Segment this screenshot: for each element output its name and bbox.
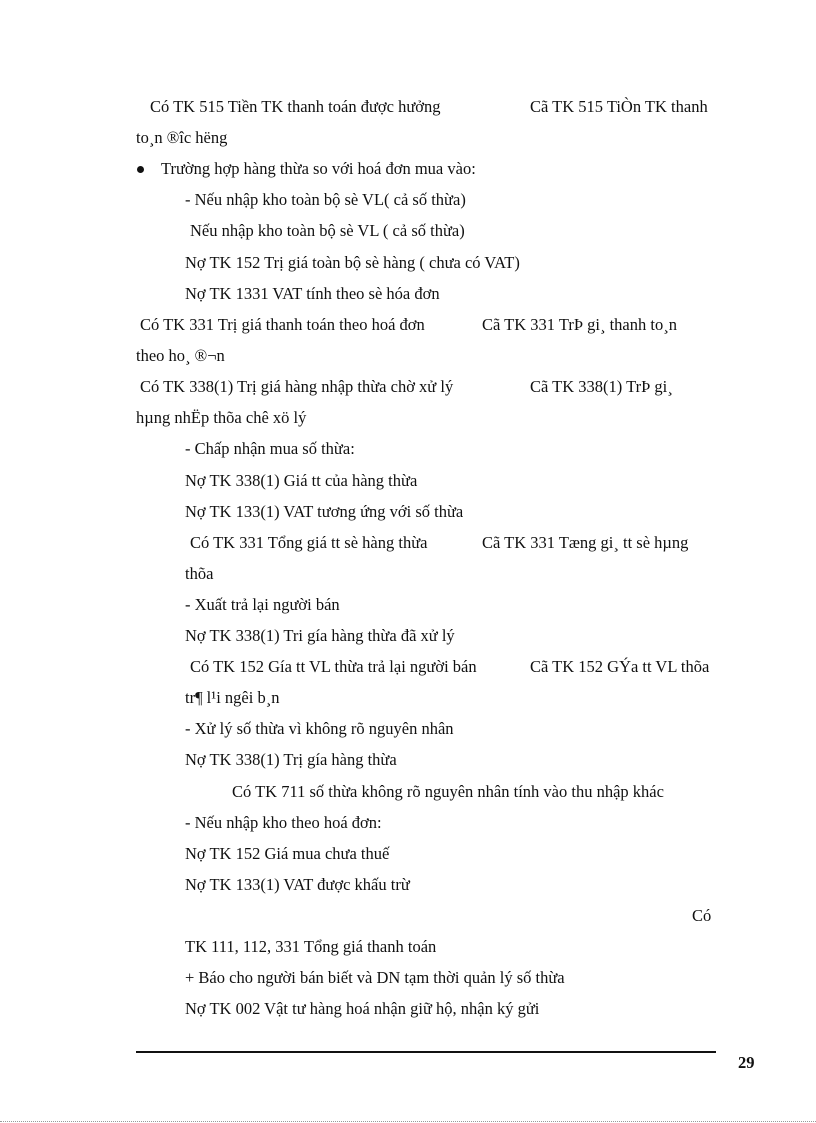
line-10b: Cã TK 338(1) TrÞ gi¸ xyxy=(530,377,673,396)
line-1b: Cã TK 515 TiÒn TK thanh xyxy=(530,97,708,116)
line-14: Nợ TK 133(1) VAT tương ứng với số thừa xyxy=(185,502,464,521)
line-2: to¸n ®îc hëng xyxy=(136,128,228,147)
footer-divider xyxy=(136,1051,716,1053)
line-21: - Xử lý số thừa vì không rõ nguyên nhân xyxy=(185,719,454,738)
line-30: Nợ TK 002 Vật tư hàng hoá nhận giữ hộ, nhận ký gửi xyxy=(185,999,540,1018)
line-26: Nợ TK 133(1) VAT được khấu trừ xyxy=(185,875,410,894)
line-20: tr¶ l¹i ngêi b¸n xyxy=(185,688,280,707)
line-11: hµng nhËp thõa chê xö lý xyxy=(136,408,307,427)
line-10a: Có TK 338(1) Trị giá hàng nhập thừa chờ xử lý xyxy=(140,377,454,396)
line-1a: Có TK 515 Tiền TK thanh toán được hưởng xyxy=(150,97,441,116)
line-6: Nợ TK 152 Trị giá toàn bộ sè hàng ( chưa có VAT) xyxy=(185,253,520,272)
line-15a: Có TK 331 Tổng giá tt sè hàng thừa xyxy=(190,533,428,552)
line-28: TK 111, 112, 331 Tổng giá thanh toán xyxy=(185,937,437,956)
line-25: Nợ TK 152 Giá mua chưa thuế xyxy=(185,844,390,863)
bullet-icon xyxy=(137,166,144,173)
line-12: - Chấp nhận mua số thừa: xyxy=(185,439,355,458)
line-23: Có TK 711 số thừa không rõ nguyên nhân tính vào thu nhập khác xyxy=(232,782,664,801)
page-bottom-border xyxy=(0,1121,816,1122)
line-7: Nợ TK 1331 VAT tính theo sè hóa đơn xyxy=(185,284,440,303)
line-15b: Cã TK 331 Tæng gi¸ tt sè hµng xyxy=(482,533,689,552)
page-number: 29 xyxy=(738,1053,755,1072)
line-27: Có xyxy=(692,906,712,925)
line-16: thõa xyxy=(185,564,214,583)
line-22: Nợ TK 338(1) Trị gía hàng thừa xyxy=(185,750,397,769)
line-29: + Báo cho người bán biết và DN tạm thời quản lý số thừa xyxy=(185,968,565,987)
line-8b: Cã TK 331 TrÞ gi¸ thanh to¸n xyxy=(482,315,677,334)
line-8a: Có TK 331 Trị giá thanh toán theo hoá đơn xyxy=(140,315,425,334)
line-3: Trường hợp hàng thừa so với hoá đơn mua vào: xyxy=(161,159,476,178)
line-13: Nợ TK 338(1) Giá tt của hàng thừa xyxy=(185,471,418,490)
line-4: - Nếu nhập kho toàn bộ sè VL( cả số thừa) xyxy=(185,190,466,209)
line-9: theo ho¸ ®¬n xyxy=(136,346,225,365)
line-5: Nếu nhập kho toàn bộ sè VL ( cả số thừa) xyxy=(190,221,465,240)
line-19a: Có TK 152 Gía tt VL thừa trả lại người bán xyxy=(190,657,477,676)
line-24: - Nếu nhập kho theo hoá đơn: xyxy=(185,813,382,832)
line-18: Nợ TK 338(1) Tri gía hàng thừa đã xử lý xyxy=(185,626,455,645)
line-19b: Cã TK 152 GÝa tt VL thõa xyxy=(530,657,710,676)
line-17: - Xuất trả lại người bán xyxy=(185,595,340,614)
